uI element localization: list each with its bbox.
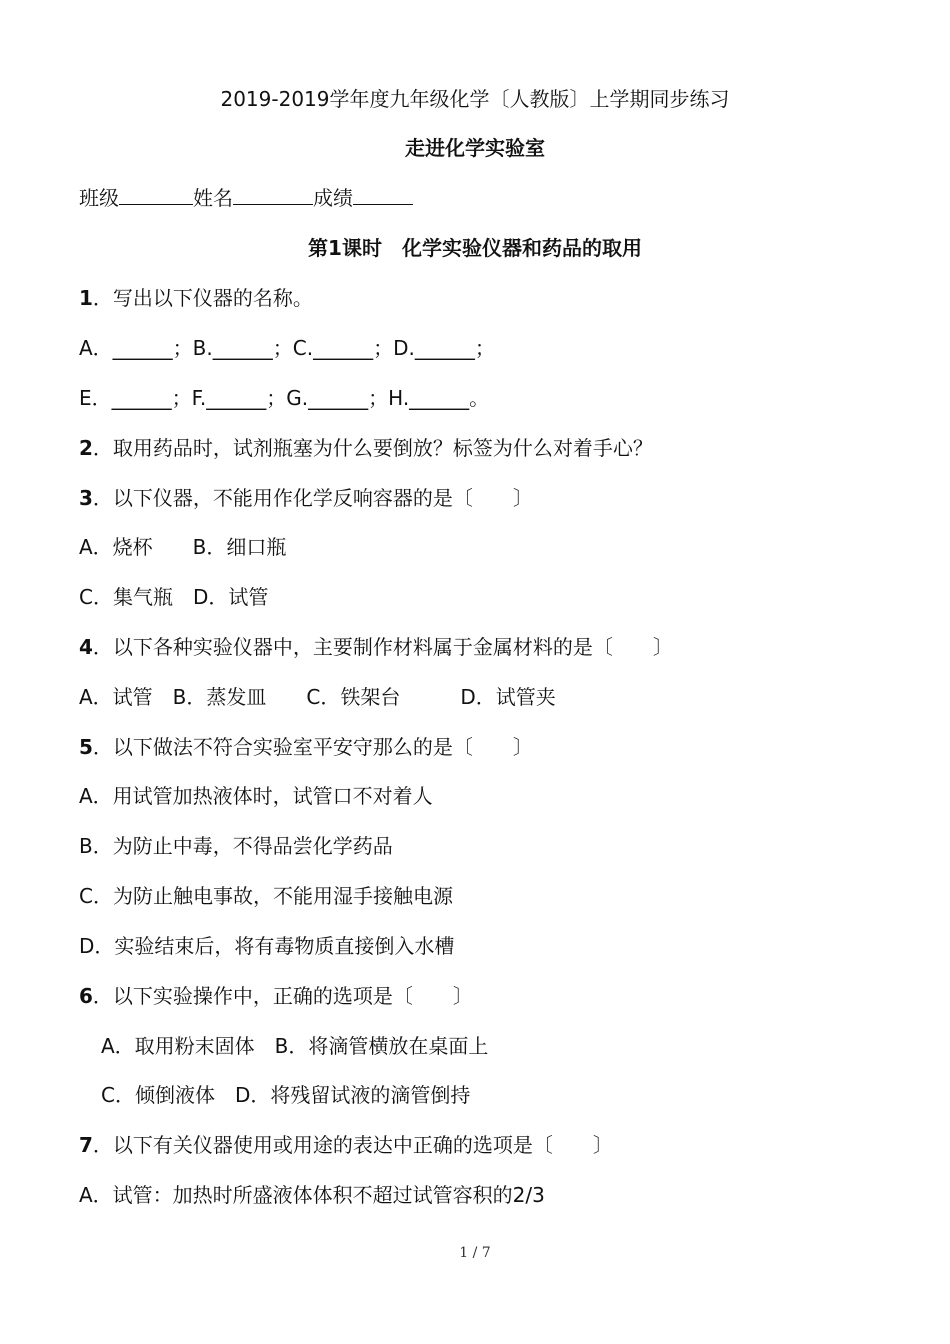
question-text: ．以下各种实验仪器中，主要制作材料属于金属材料的是〔 〕 — [92, 635, 673, 659]
question-text: ．以下仪器，不能用作化学反响容器的是〔 〕 — [92, 486, 533, 510]
question-text: ．取用药品时，试剂瓶塞为什么要倒放？标签为什么对着手心？ — [92, 436, 653, 460]
page-number: 1 / 7 — [459, 1245, 491, 1261]
student-info-line — [79, 185, 413, 211]
question-5-option-a: A．用试管加热液体时，试管口不对着人 — [79, 784, 433, 808]
question-1-blanks-row-1: A．______；B.______；C.______；D.______； — [79, 336, 495, 360]
document-title: 2019-2019学年度九年级化学〔人教版〕上学期同步练习 — [220, 87, 730, 111]
question-4 — [79, 634, 673, 660]
question-number: 2 — [79, 436, 93, 460]
question-5 — [79, 734, 533, 760]
question-5-option-b: B．为防止中毒，不得品尝化学药品 — [79, 834, 393, 858]
question-7 — [79, 1132, 613, 1158]
lesson-title: 第1课时 化学实验仪器和药品的取用 — [308, 236, 642, 260]
question-text: ．以下有关仪器使用或用途的表达中正确的选项是〔 〕 — [92, 1133, 613, 1157]
question-6 — [79, 983, 473, 1009]
document-subtitle: 走进化学实验室 — [405, 136, 545, 160]
class-label: 班级 — [79, 186, 119, 210]
question-1 — [79, 285, 313, 311]
question-number: 6 — [79, 984, 93, 1008]
question-3-options-row-1: A．烧杯 B．细口瓶 — [79, 535, 287, 559]
question-text: ．以下做法不符合实验室平安守那么的是〔 〕 — [92, 735, 533, 759]
question-3 — [79, 485, 533, 511]
question-number: 4 — [79, 635, 93, 659]
question-text: ．写出以下仪器的名称。 — [92, 286, 313, 310]
question-3-options-row-2: C．集气瓶 D．试管 — [79, 585, 269, 609]
question-5-option-d: D．实验结束后，将有毒物质直接倒入水槽 — [79, 934, 455, 958]
question-number: 5 — [79, 735, 93, 759]
question-number: 7 — [79, 1133, 93, 1157]
question-6-options-row-2: C．倾倒液体 D．将残留试液的滴管倒持 — [101, 1083, 471, 1107]
class-blank — [119, 186, 193, 205]
score-blank — [353, 186, 413, 205]
name-blank — [233, 186, 313, 205]
question-2 — [79, 435, 653, 461]
question-4-options: A．试管 B．蒸发皿 C．铁架台 D．试管夹 — [79, 685, 556, 709]
question-6-options-row-1: A．取用粉末固体 B．将滴管横放在桌面上 — [101, 1034, 489, 1058]
score-label: 成绩 — [313, 186, 353, 210]
question-7-option-a: A．试管：加热时所盛液体体积不超过试管容积的2/3 — [79, 1183, 545, 1207]
question-number: 1 — [79, 286, 93, 310]
question-number: 3 — [79, 486, 93, 510]
question-1-blanks-row-2: E．______；F.______；G.______；H.______。 — [79, 386, 490, 410]
question-5-option-c: C．为防止触电事故，不能用湿手接触电源 — [79, 884, 453, 908]
question-text: ．以下实验操作中，正确的选项是〔 〕 — [92, 984, 473, 1008]
name-label: 姓名 — [193, 186, 233, 210]
